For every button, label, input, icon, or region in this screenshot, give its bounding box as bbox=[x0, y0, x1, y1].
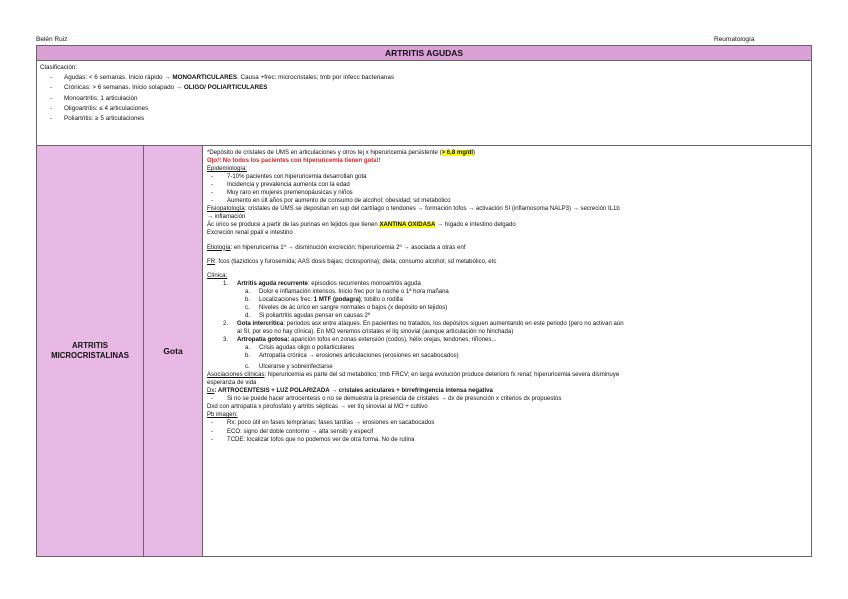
list-item: b. Artropatía crónica → erosiones articulaciones (erosiones en sacabocados) bbox=[245, 353, 459, 360]
content-cell bbox=[203, 146, 811, 556]
pb-imagen-heading: Pb imagen: bbox=[207, 412, 238, 419]
list-item: - Crónicas: > 6 semanas. Inicio solapado → OLIGO/ POLIARTICULARES bbox=[64, 83, 808, 93]
classification-section bbox=[37, 61, 811, 146]
table-row bbox=[37, 146, 811, 556]
intro-line: *Depósito de cristales de UMS en articulaciones y otros tej x hiperuricemia persistente (> 6,8 mg/dl) bbox=[207, 150, 476, 156]
warning-line: Ojo!! No todos los pacientes con hiperuricemia tienen gota!! bbox=[207, 158, 381, 165]
dx-line: Dx: ARTROCENTESIS + LUZ POLARIZADA → cristales aciculares + birrefringencia intensa negativa bbox=[207, 388, 493, 395]
list-item: - Incidencia y prevalencia aumenta con la edad bbox=[207, 181, 807, 189]
table-title: ARTRITIS AGUDAS bbox=[37, 46, 811, 61]
list-item: - Monoartritis: 1 articulación bbox=[64, 94, 808, 104]
asociaciones-line-2: esperanza de vida bbox=[207, 380, 257, 387]
disease-cell: Gota bbox=[144, 146, 203, 556]
acido-urico-line: Ác úrico se produce a partir de las purinas en tejidos que tienen XANTINA OXIDASA → hígado e intestino delgado bbox=[207, 222, 516, 229]
list-item: - TCDE: localizar tofos que no podemos ver de otra forma. No de rutina bbox=[207, 436, 807, 444]
list-item: - Si no se puede hacer artrocentesis o no se demuestra la presencia de cristales → dx de presunción x criterios dx propuestos bbox=[207, 395, 807, 403]
list-item: c. Niveles de ác úrico en sangre normales o bajos (x depósito en tejidos) bbox=[245, 304, 448, 311]
subject-name: Reumatología bbox=[714, 36, 755, 43]
list-item: - ECO: signo del doble contorno → alta sensib y especif bbox=[207, 428, 807, 436]
list-item: - Poliartritis: ≥ 5 articulaciones bbox=[64, 114, 808, 124]
clinica-item-3: 3. Artropatía gotosa: aparición tofos en zonas extensión (codos), hélix orejas, tendones, riñones... bbox=[223, 336, 497, 343]
classification-heading: Clasificación: bbox=[40, 64, 78, 71]
list-item: - Aumento en últ años por aumento de consumo de alcohol; obesidad; sd metabólico bbox=[207, 197, 807, 205]
list-item: c. Ulcerarse y sobreinfectarse bbox=[245, 364, 333, 371]
list-item: d. Si poliartritis agudas pensar en causas 2º bbox=[245, 312, 371, 319]
list-item: - Muy raro en mujeres premenopáusicas y niños bbox=[207, 189, 807, 197]
list-item: a. Dolor e inflamación intensos. Inicio frec por la noche o 1ª hora mañana bbox=[245, 288, 449, 295]
list-item: - Oligoartritis: ≤ 4 articulaciones bbox=[64, 104, 808, 114]
clinica-item-1: 1. Artritis aguda recurrente: episodios recurrentes monoartritis aguda bbox=[223, 280, 421, 287]
clinica-item-2: 2. Gota intercrítica: periodos asx entre ataques. En pacientes no tratados, los depósitos siguen aumentando en este periodo (pero no activan aún bbox=[223, 320, 624, 327]
list-item: - Rx: poco útil en fases tempranas; fases tardías → erosiones en sacabocados bbox=[207, 419, 807, 427]
category-cell: ARTRITIS MICROCRISTALINAS bbox=[37, 146, 144, 556]
list-item: a. Crisis agudas oligo o poliarticulares bbox=[245, 345, 355, 352]
epidemiologia-heading: Epidemiología: bbox=[207, 166, 248, 173]
author-name: Belén Ruiz bbox=[36, 36, 68, 43]
list-item: - Agudas: < 6 semanas. Inicio rápido → MONOARTICULARES. Causa +frec: microcristales; tmb por infecc bacterianas bbox=[64, 73, 808, 83]
clinica-heading: Clínica: bbox=[207, 272, 228, 279]
fisiopatologia-line: Fisiopatología: cristales de UMS se depositan en sup del cartílago o tendones → formación tofos → activación SI (inflamosoma NALP3) → secreción IL1b bbox=[207, 206, 620, 213]
excrecion-line: Excreción renal ppal/ e intestino bbox=[207, 230, 293, 237]
asociaciones-line: Asociaciones clínicas: hiperuricemia es parte del sd metabólico; tmb FRCV; en larga evolución produce deterioro fx renal; hiperuricemia severa disminuye bbox=[207, 372, 620, 379]
classification-list bbox=[40, 73, 808, 124]
fr-line: FR: fcos (tiazídicos y furosemida; AAS dosis bajas; ciclosporina); dieta; consumo alcohol; sd metabólico, etc bbox=[207, 258, 497, 265]
dxd-line: Dxd con artropatía x pirofosfato y artritis sépticas → ver líq sinovial al MO + cultivo bbox=[207, 404, 428, 411]
etiologia-line: Etiología: en hiperuricemia 1º → disminución excreción; hiperuricemia 2º → asociada a otras enf bbox=[207, 244, 466, 251]
fisiopatologia-line-2: → inflamación bbox=[207, 214, 246, 221]
clinica-item-2-cont: al SI, por eso no hay clínica). En MO veremos cristales el líq sinovial (aunque articulación no hinchada) bbox=[237, 328, 514, 335]
list-item: - 7-10% pacientes con hiperuricemia desarrollan gota bbox=[207, 173, 807, 181]
notes-table bbox=[36, 45, 812, 557]
list-item: b. Localizaciones frec: 1 MTF (podagra); tobillo o rodilla bbox=[245, 296, 403, 303]
